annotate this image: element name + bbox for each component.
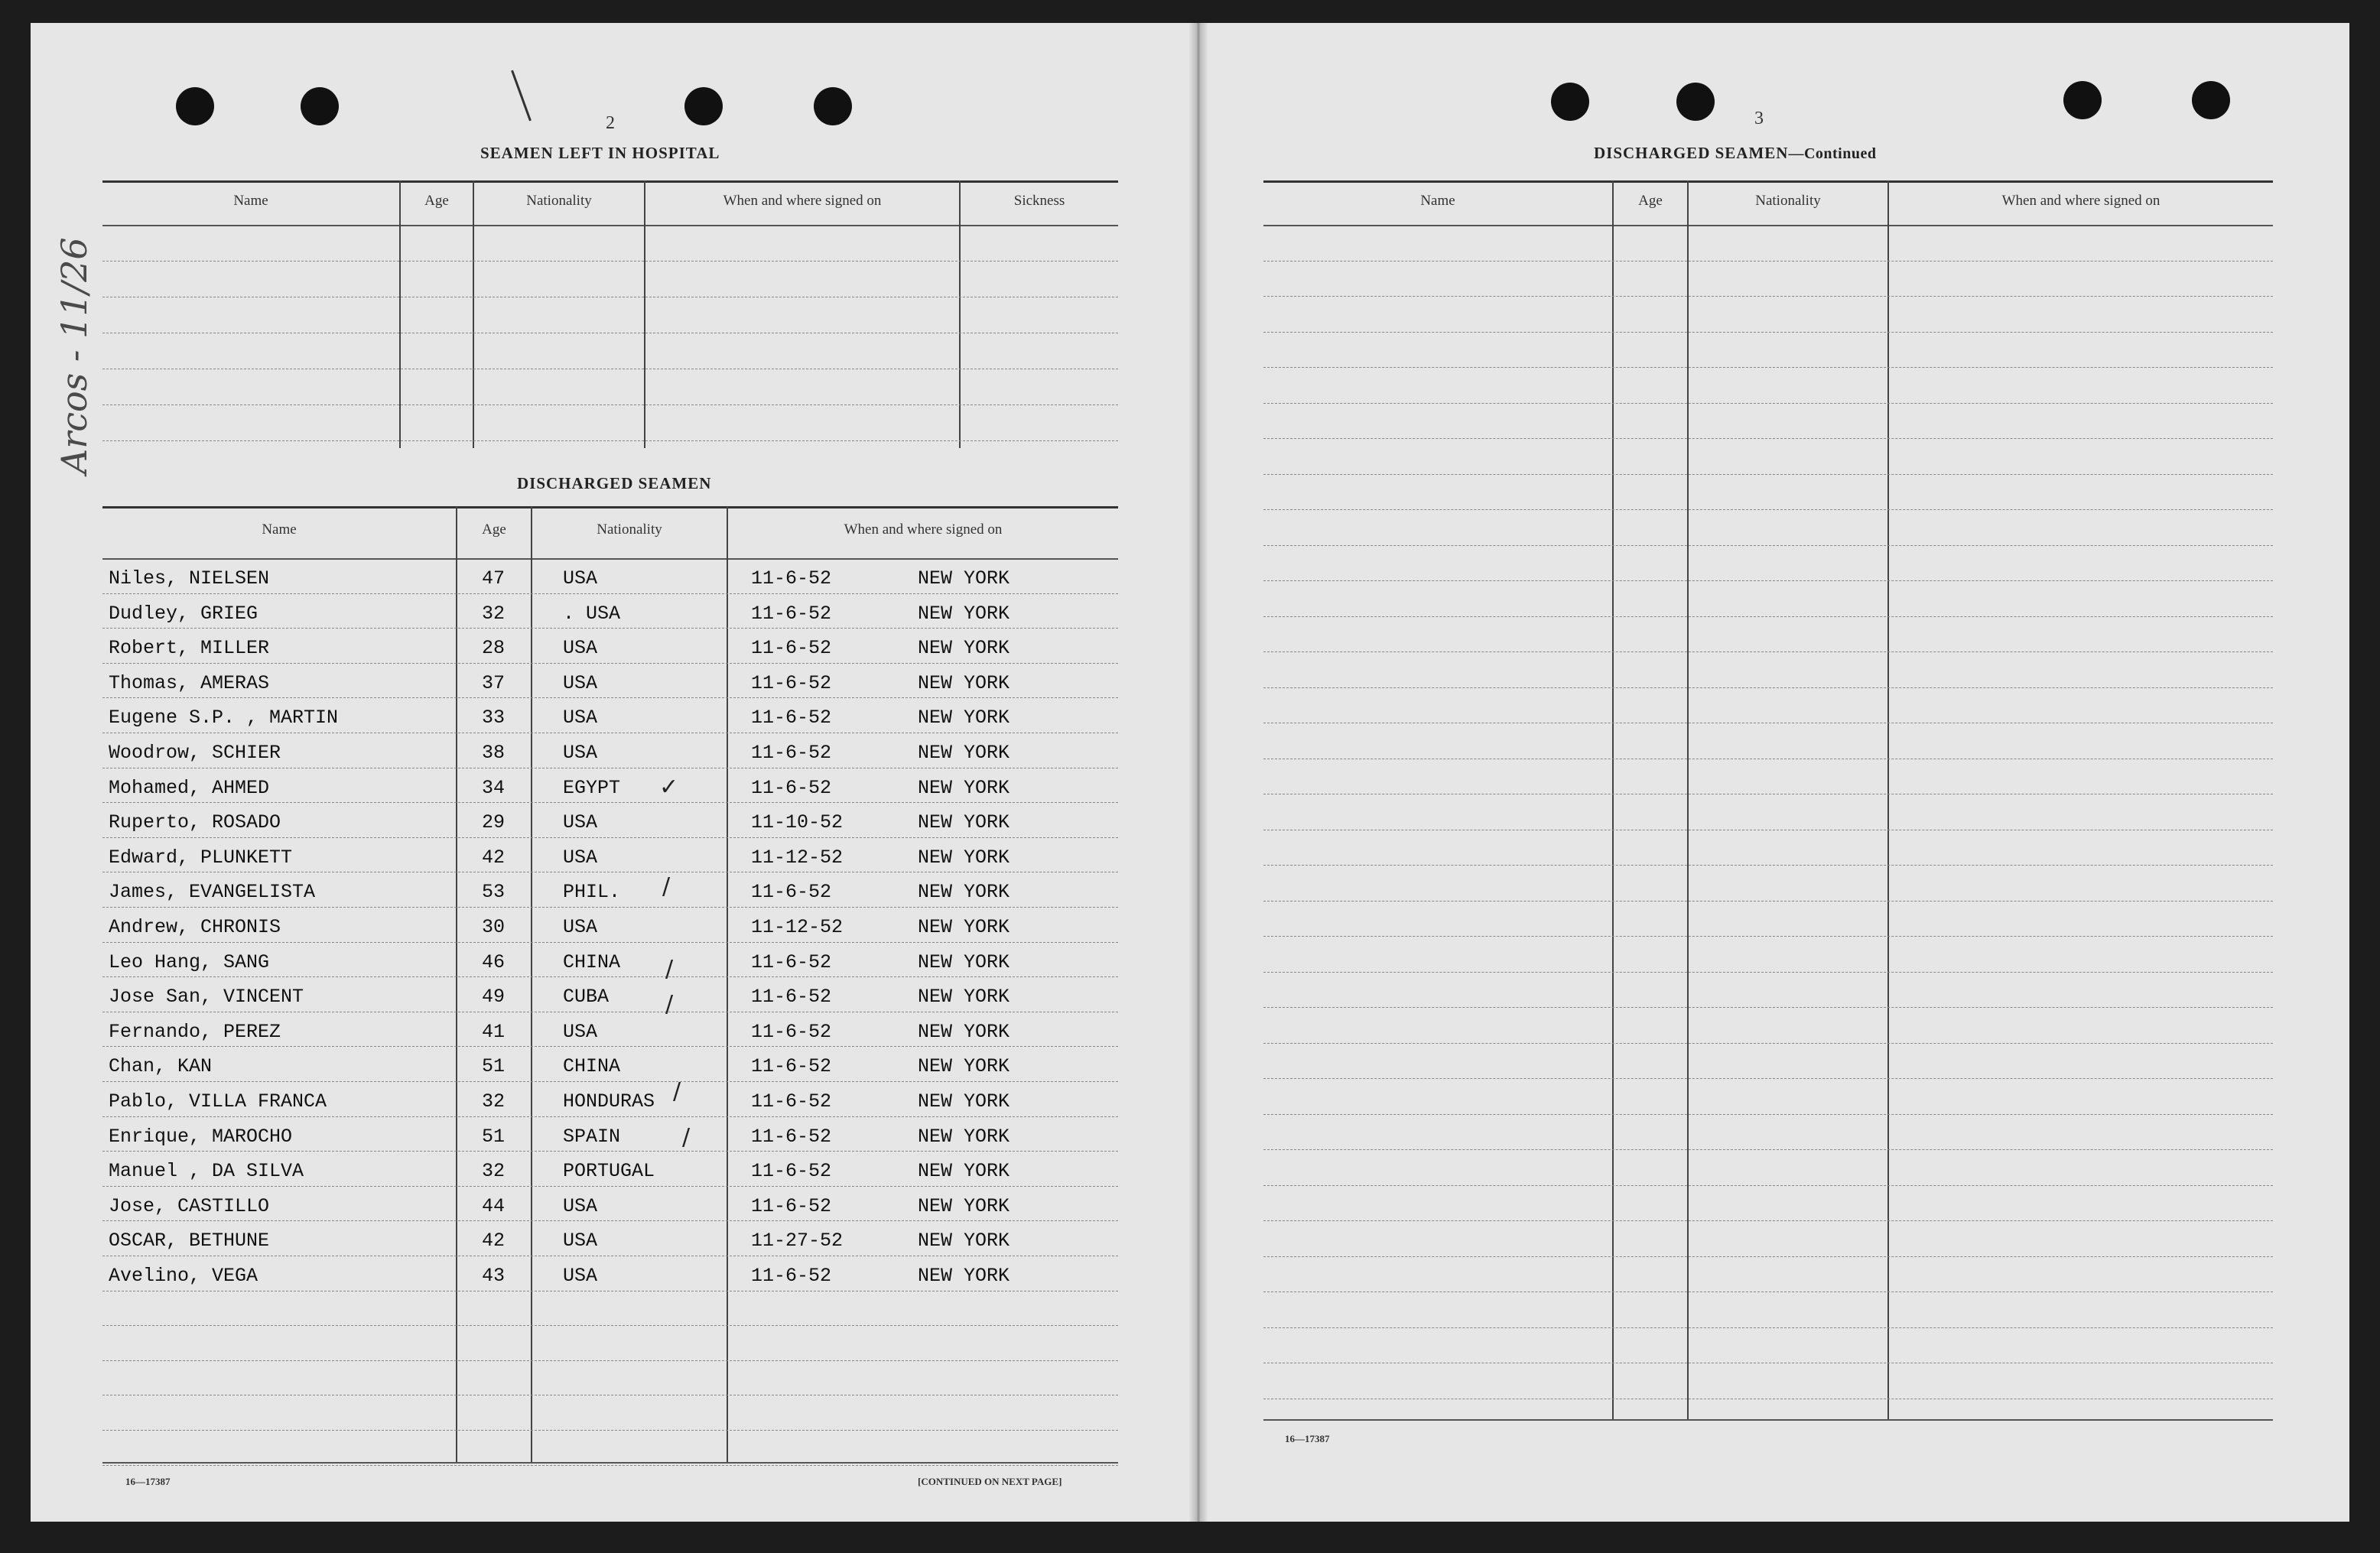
seaman-name: Enrique, MAROCHO bbox=[109, 1126, 293, 1148]
signed-on-place: NEW YORK bbox=[918, 637, 1010, 659]
signed-on-place: NEW YORK bbox=[918, 846, 1010, 869]
seaman-age: 43 bbox=[482, 1265, 506, 1287]
column-divider bbox=[399, 180, 401, 448]
signed-on-place: NEW YORK bbox=[918, 742, 1010, 764]
hospital-section-title: SEAMEN LEFT IN HOSPITAL bbox=[480, 144, 720, 162]
row-line bbox=[1263, 367, 2273, 368]
header-rule bbox=[102, 225, 1118, 226]
punch-hole bbox=[684, 87, 723, 125]
signed-on-place: NEW YORK bbox=[918, 672, 1010, 694]
row-line bbox=[1263, 296, 2273, 297]
seaman-age: 37 bbox=[482, 672, 506, 694]
seaman-name: Niles, NIELSEN bbox=[109, 567, 270, 590]
signed-on-place: NEW YORK bbox=[918, 603, 1010, 625]
seaman-nationality: USA bbox=[563, 672, 598, 694]
signed-on-date: 11-6-52 bbox=[751, 637, 832, 659]
signed-on-date: 11-10-52 bbox=[751, 811, 844, 833]
seaman-name: Thomas, AMERAS bbox=[109, 672, 270, 694]
seaman-nationality: USA bbox=[563, 1265, 598, 1287]
seaman-age: 51 bbox=[482, 1126, 506, 1148]
seaman-age: 30 bbox=[482, 916, 506, 938]
header-signed-on: When and where signed on bbox=[844, 521, 1003, 538]
signed-on-date: 11-6-52 bbox=[751, 881, 832, 903]
seaman-nationality: USA bbox=[563, 1195, 598, 1217]
table-bottom-rule bbox=[1263, 1419, 2273, 1421]
row-line bbox=[1263, 865, 2273, 866]
header-nationality: Nationality bbox=[1755, 193, 1821, 209]
row-line bbox=[102, 663, 1118, 664]
check-mark: ✓ bbox=[659, 774, 679, 801]
punch-hole bbox=[176, 87, 214, 125]
seaman-age: 41 bbox=[482, 1021, 506, 1043]
punch-hole bbox=[814, 87, 852, 125]
row-line bbox=[102, 802, 1118, 803]
signed-on-date: 11-6-52 bbox=[751, 742, 832, 764]
header-age: Age bbox=[482, 521, 506, 538]
signed-on-place: NEW YORK bbox=[918, 1126, 1010, 1148]
row-line bbox=[1263, 1007, 2273, 1008]
punch-hole bbox=[301, 87, 339, 125]
row-line bbox=[102, 1325, 1118, 1326]
row-line bbox=[1263, 261, 2273, 262]
seaman-nationality: . USA bbox=[563, 603, 621, 625]
table-top-rule bbox=[102, 180, 1118, 183]
seaman-nationality: HONDURAS bbox=[563, 1090, 655, 1113]
signed-on-date: 11-6-52 bbox=[751, 1126, 832, 1148]
seaman-name: Dudley, GRIEG bbox=[109, 603, 258, 625]
form-number-right: 16—17387 bbox=[1285, 1433, 1330, 1444]
signed-on-place: NEW YORK bbox=[918, 951, 1010, 973]
header-sickness: Sickness bbox=[1013, 193, 1065, 209]
header-signed-on: When and where signed on bbox=[723, 193, 882, 209]
seaman-nationality: USA bbox=[563, 742, 598, 764]
row-line bbox=[102, 1430, 1118, 1431]
signed-on-place: NEW YORK bbox=[918, 1090, 1010, 1113]
column-divider bbox=[727, 506, 728, 1462]
row-line bbox=[1263, 972, 2273, 973]
row-line bbox=[1263, 1220, 2273, 1221]
row-line bbox=[1263, 438, 2273, 439]
punch-hole bbox=[2192, 81, 2230, 119]
discharged-section-title: DISCHARGED SEAMEN bbox=[517, 474, 712, 492]
seaman-name: Eugene S.P. , MARTIN bbox=[109, 707, 339, 729]
seaman-name: Avelino, VEGA bbox=[109, 1265, 258, 1287]
seaman-nationality: USA bbox=[563, 1021, 598, 1043]
row-line bbox=[1263, 580, 2273, 581]
seaman-age: 42 bbox=[482, 1230, 506, 1252]
seaman-nationality: USA bbox=[563, 637, 598, 659]
header-nationality: Nationality bbox=[597, 521, 662, 538]
form-number-left: 16—17387 bbox=[125, 1476, 171, 1487]
row-line bbox=[102, 593, 1118, 594]
row-line bbox=[102, 942, 1118, 943]
seaman-nationality: USA bbox=[563, 707, 598, 729]
row-line bbox=[102, 697, 1118, 698]
seaman-name: Leo Hang, SANG bbox=[109, 951, 270, 973]
seaman-name: Pablo, VILLA FRANCA bbox=[109, 1090, 327, 1113]
row-line bbox=[102, 440, 1118, 441]
signed-on-place: NEW YORK bbox=[918, 1021, 1010, 1043]
seaman-name: Manuel , DA SILVA bbox=[109, 1160, 304, 1182]
signed-on-date: 11-6-52 bbox=[751, 1160, 832, 1182]
seaman-name: Chan, KAN bbox=[109, 1055, 213, 1077]
signed-on-date: 11-27-52 bbox=[751, 1230, 844, 1252]
page-fold bbox=[1188, 23, 1208, 1522]
signed-on-date: 11-6-52 bbox=[751, 1195, 832, 1217]
seaman-name: Mohamed, AHMED bbox=[109, 777, 270, 799]
margin-handwriting: Arcos - 11/26 bbox=[54, 237, 95, 474]
seaman-name: Ruperto, ROSADO bbox=[109, 811, 281, 833]
signed-on-date: 11-6-52 bbox=[751, 603, 832, 625]
continued-note: [CONTINUED ON NEXT PAGE] bbox=[918, 1476, 1062, 1487]
seaman-nationality: CHINA bbox=[563, 951, 621, 973]
column-divider bbox=[456, 506, 457, 1462]
signed-on-place: NEW YORK bbox=[918, 916, 1010, 938]
row-line bbox=[1263, 403, 2273, 404]
header-rule bbox=[1263, 225, 2273, 226]
row-line bbox=[1263, 687, 2273, 688]
row-line bbox=[1263, 509, 2273, 510]
seaman-nationality: USA bbox=[563, 1230, 598, 1252]
seaman-name: Jose San, VINCENT bbox=[109, 986, 304, 1008]
check-mark: / bbox=[665, 956, 674, 983]
signed-on-date: 11-6-52 bbox=[751, 777, 832, 799]
header-age: Age bbox=[1638, 193, 1663, 209]
row-line bbox=[1263, 1256, 2273, 1257]
header-name: Name bbox=[262, 521, 297, 538]
seaman-age: 51 bbox=[482, 1055, 506, 1077]
signed-on-date: 11-6-52 bbox=[751, 567, 832, 590]
row-line bbox=[1263, 1114, 2273, 1115]
pen-mark bbox=[511, 70, 532, 122]
signed-on-place: NEW YORK bbox=[918, 1160, 1010, 1182]
seaman-nationality: USA bbox=[563, 811, 598, 833]
signed-on-place: NEW YORK bbox=[918, 811, 1010, 833]
seaman-nationality: SPAIN bbox=[563, 1126, 621, 1148]
row-line bbox=[102, 1151, 1118, 1152]
signed-on-place: NEW YORK bbox=[918, 1230, 1010, 1252]
row-line bbox=[1263, 901, 2273, 902]
seaman-nationality: USA bbox=[563, 846, 598, 869]
seaman-age: 46 bbox=[482, 951, 506, 973]
seaman-age: 34 bbox=[482, 777, 506, 799]
row-line bbox=[1263, 545, 2273, 546]
seaman-nationality: CHINA bbox=[563, 1055, 621, 1077]
row-line bbox=[1263, 1149, 2273, 1150]
seaman-name: James, EVANGELISTA bbox=[109, 881, 316, 903]
seaman-name: Woodrow, SCHIER bbox=[109, 742, 281, 764]
signed-on-date: 11-6-52 bbox=[751, 951, 832, 973]
row-line bbox=[1263, 1327, 2273, 1328]
signed-on-place: NEW YORK bbox=[918, 881, 1010, 903]
column-divider bbox=[959, 180, 961, 448]
signed-on-date: 11-12-52 bbox=[751, 846, 844, 869]
signed-on-place: NEW YORK bbox=[918, 567, 1010, 590]
table-bottom-rule bbox=[102, 1462, 1118, 1464]
header-rule bbox=[102, 558, 1118, 560]
seaman-age: 44 bbox=[482, 1195, 506, 1217]
row-line bbox=[102, 1046, 1118, 1047]
page-number-left: 2 bbox=[606, 113, 615, 133]
signed-on-date: 11-6-52 bbox=[751, 1055, 832, 1077]
signed-on-date: 11-12-52 bbox=[751, 916, 844, 938]
signed-on-date: 11-6-52 bbox=[751, 986, 832, 1008]
column-divider bbox=[1687, 180, 1689, 1419]
signed-on-place: NEW YORK bbox=[918, 1055, 1010, 1077]
title-main: DISCHARGED SEAMEN bbox=[1594, 144, 1789, 162]
seaman-name: OSCAR, BETHUNE bbox=[109, 1230, 270, 1252]
seaman-age: 53 bbox=[482, 881, 506, 903]
punch-hole bbox=[1676, 83, 1715, 121]
header-signed-on: When and where signed on bbox=[2001, 193, 2161, 209]
column-divider bbox=[531, 506, 532, 1462]
seaman-name: Fernando, PEREZ bbox=[109, 1021, 281, 1043]
seaman-name: Jose, CASTILLO bbox=[109, 1195, 270, 1217]
signed-on-place: NEW YORK bbox=[918, 1265, 1010, 1287]
row-line bbox=[102, 404, 1118, 405]
check-mark: / bbox=[682, 1124, 691, 1151]
page-number-right: 3 bbox=[1754, 109, 1764, 128]
signed-on-date: 11-6-52 bbox=[751, 1021, 832, 1043]
seaman-name: Robert, MILLER bbox=[109, 637, 270, 659]
row-line bbox=[1263, 1078, 2273, 1079]
seaman-age: 49 bbox=[482, 986, 506, 1008]
row-line bbox=[1263, 616, 2273, 617]
signed-on-place: NEW YORK bbox=[918, 986, 1010, 1008]
check-mark: / bbox=[662, 873, 671, 900]
row-line bbox=[102, 261, 1118, 262]
row-line bbox=[1263, 936, 2273, 937]
row-line bbox=[102, 1465, 1118, 1466]
row-line bbox=[1263, 1043, 2273, 1044]
row-line bbox=[1263, 1185, 2273, 1186]
seaman-nationality: PORTUGAL bbox=[563, 1160, 655, 1182]
row-line bbox=[102, 837, 1118, 838]
table-top-rule bbox=[1263, 180, 2273, 183]
seaman-age: 29 bbox=[482, 811, 506, 833]
seaman-age: 42 bbox=[482, 846, 506, 869]
signed-on-place: NEW YORK bbox=[918, 1195, 1010, 1217]
column-divider bbox=[473, 180, 474, 448]
seaman-age: 32 bbox=[482, 1160, 506, 1182]
seaman-age: 32 bbox=[482, 603, 506, 625]
row-line bbox=[102, 976, 1118, 977]
check-mark: / bbox=[665, 991, 674, 1018]
seaman-age: 47 bbox=[482, 567, 506, 590]
row-line bbox=[1263, 332, 2273, 333]
seaman-age: 33 bbox=[482, 707, 506, 729]
table-top-rule bbox=[102, 506, 1118, 508]
check-mark: / bbox=[673, 1078, 681, 1105]
punch-hole bbox=[1551, 83, 1589, 121]
row-line bbox=[102, 1220, 1118, 1221]
column-divider bbox=[1612, 180, 1614, 1419]
row-line bbox=[102, 1360, 1118, 1361]
row-line bbox=[1263, 474, 2273, 475]
row-line bbox=[102, 1186, 1118, 1187]
column-divider bbox=[1887, 180, 1889, 1419]
row-line bbox=[1263, 1291, 2273, 1292]
title-suffix: —Continued bbox=[1788, 145, 1877, 162]
header-nationality: Nationality bbox=[526, 193, 592, 209]
discharged-continued-title bbox=[1594, 144, 1876, 163]
seaman-nationality: USA bbox=[563, 916, 598, 938]
signed-on-date: 11-6-52 bbox=[751, 1090, 832, 1113]
row-line bbox=[102, 1081, 1118, 1082]
signed-on-date: 11-6-52 bbox=[751, 707, 832, 729]
column-divider bbox=[644, 180, 645, 448]
document-sheet bbox=[31, 23, 2349, 1522]
header-age: Age bbox=[424, 193, 449, 209]
header-name: Name bbox=[233, 193, 268, 209]
row-line bbox=[1263, 651, 2273, 652]
row-line bbox=[102, 1116, 1118, 1117]
signed-on-date: 11-6-52 bbox=[751, 672, 832, 694]
row-line bbox=[102, 628, 1118, 629]
seaman-age: 28 bbox=[482, 637, 506, 659]
header-name: Name bbox=[1420, 193, 1455, 209]
seaman-age: 32 bbox=[482, 1090, 506, 1113]
signed-on-date: 11-6-52 bbox=[751, 1265, 832, 1287]
row-line bbox=[102, 907, 1118, 908]
seaman-name: Andrew, CHRONIS bbox=[109, 916, 281, 938]
seaman-age: 38 bbox=[482, 742, 506, 764]
signed-on-place: NEW YORK bbox=[918, 707, 1010, 729]
punch-hole bbox=[2063, 81, 2102, 119]
seaman-nationality: USA bbox=[563, 567, 598, 590]
seaman-nationality: EGYPT bbox=[563, 777, 621, 799]
seaman-nationality: PHIL. bbox=[563, 881, 621, 903]
signed-on-place: NEW YORK bbox=[918, 777, 1010, 799]
seaman-nationality: CUBA bbox=[563, 986, 610, 1008]
seaman-name: Edward, PLUNKETT bbox=[109, 846, 293, 869]
